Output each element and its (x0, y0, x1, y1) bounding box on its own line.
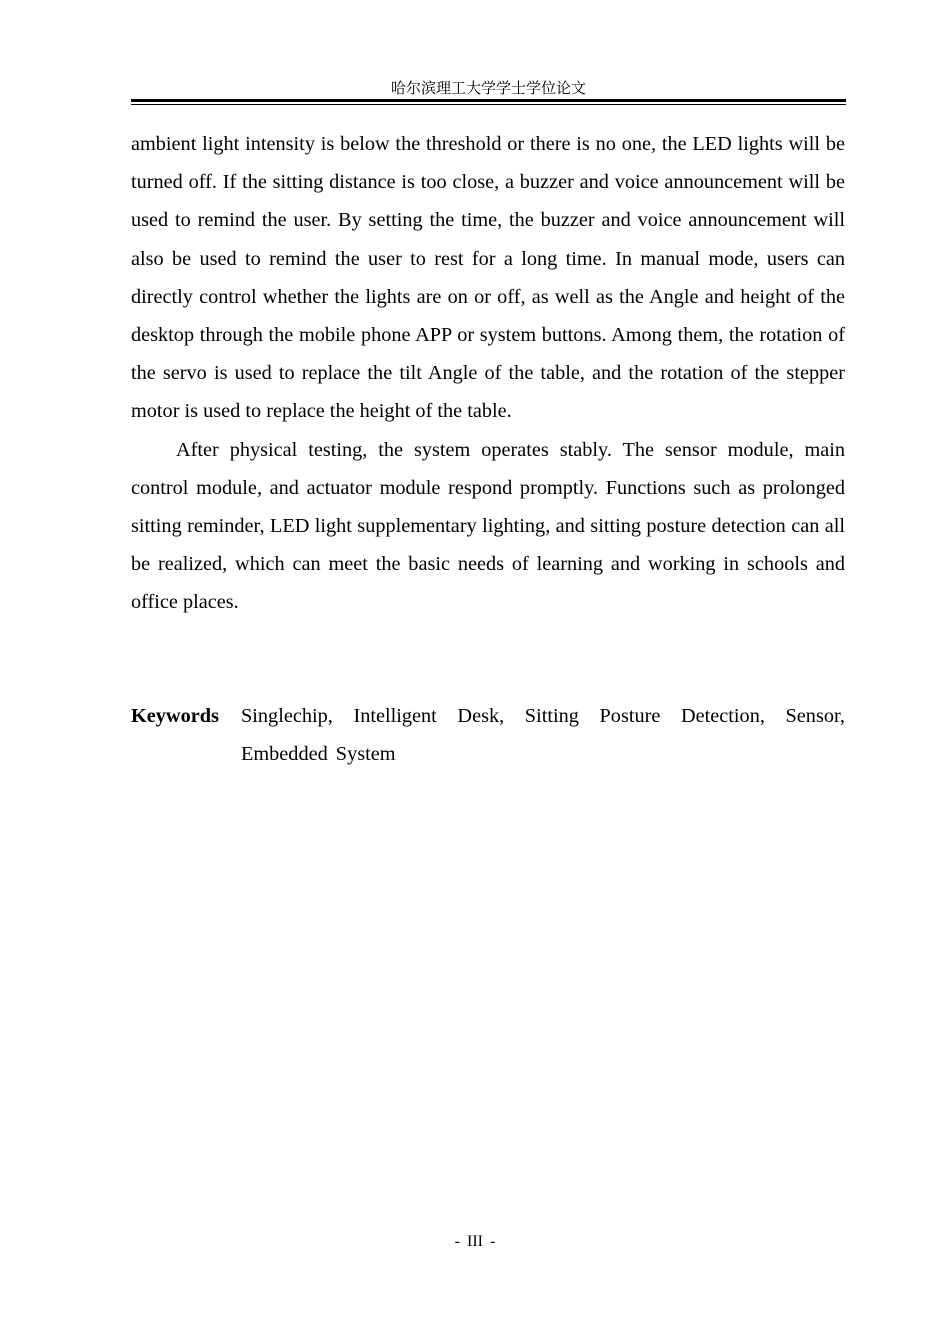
header-rule-thin (131, 104, 846, 105)
header-rule-thick (131, 99, 846, 102)
abstract-body (131, 125, 845, 622)
running-header-title: 哈尔滨理工大学学士学位论文 (390, 79, 586, 97)
keywords-label: Keywords (131, 705, 219, 727)
keywords-list: Singlechip, Intelligent Desk, Sitting Posture Detection, Sensor, Embedded System (241, 705, 845, 766)
page-number: - III - (454, 1233, 496, 1250)
keywords-section (131, 697, 845, 773)
abstract-paragraph-continued: ambient light intensity is below the threshold or there is no one, the LED lights will be turned off. If the sitting distance is too close, a buzzer and voice announcement will be used to remind the user. By setting the time, the buzzer and voice announcement will also be used to remind the user to rest for a long time. In manual mode, users can directly control whether the lights are on or off, as well as the Angle and height of the desktop through the mobile phone APP or system buttons. Among them, the rotation of the servo is used to replace the tilt Angle of the table, and the rotation of the stepper motor is used to replace the height of the table. (131, 133, 845, 423)
abstract-paragraph-testing: After physical testing, the system operates stably. The sensor module, main control module, and actuator module respond promptly. Functions such as prolonged sitting reminder, LED light supplementary lighting, and sitting posture detection can all be realized, which can meet the basic needs of learning and working in schools and office places. (131, 438, 845, 614)
